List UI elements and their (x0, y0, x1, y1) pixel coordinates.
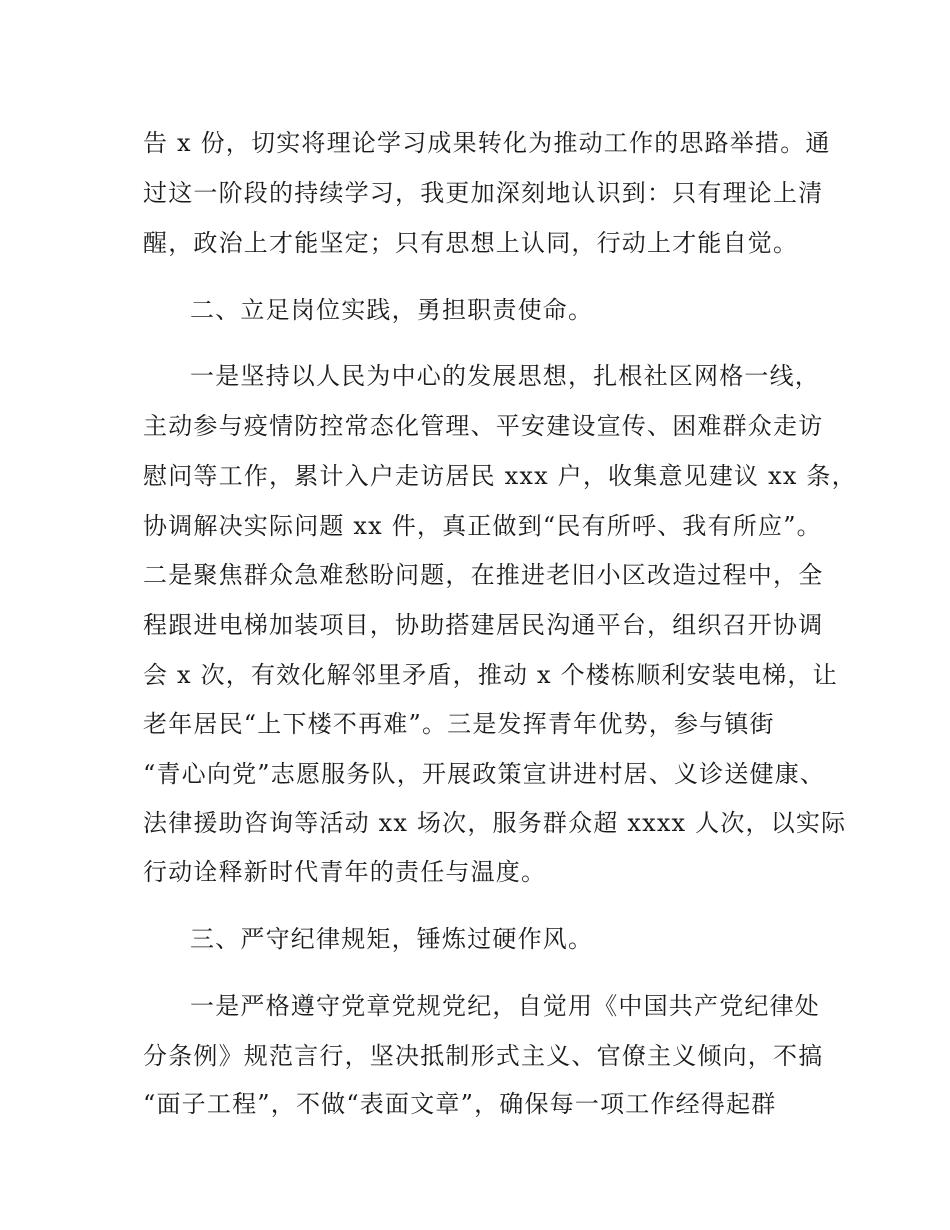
paragraph-line: 分条例》规范言行，坚决抵制形式主义、官僚主义倾向，不搞 (143, 1042, 824, 1070)
paragraph-line: “面子工程”，不做“表面文章”，确保每一项工作经得起群 (143, 1090, 777, 1118)
paragraph-line: 一是坚持以人民为中心的发展思想，扎根社区网格一线， (190, 362, 820, 390)
paragraph-line: 告 x 份，切实将理论学习成果转化为推动工作的思路举措。通 (143, 129, 831, 157)
paragraph-line: 程跟进电梯加装项目，协助搭建居民沟通平台，组织召开协调 (143, 611, 824, 639)
section-heading: 三、严守纪律规矩，锤炼过硬作风。 (190, 925, 594, 953)
paragraph-line: 行动诠释新时代青年的责任与温度。 (143, 858, 547, 886)
paragraph-line: 醒，政治上才能坚定；只有思想上认同，行动上才能自觉。 (143, 229, 799, 257)
paragraph-line: 主动参与疫情防控常态化管理、平安建设宣传、困难群众走访 (143, 412, 824, 440)
paragraph-line: 老年居民“上下楼不再难”。三是发挥青年优势，参与镇街 (143, 710, 775, 738)
paragraph-line: 一是严格遵守党章党规党纪，自觉用《中国共产党纪律处 (190, 992, 820, 1020)
section-heading: 二、立足岗位实践，勇担职责使命。 (190, 296, 594, 324)
paragraph-line: 二是聚焦群众急难愁盼问题，在推进老旧小区改造过程中，全 (143, 561, 824, 589)
paragraph-line: 过这一阶段的持续学习，我更加深刻地认识到：只有理论上清 (143, 179, 824, 207)
paragraph-line: 会 x 次，有效化解邻里矛盾，推动 x 个楼栋顺利安装电梯，让 (143, 661, 838, 689)
paragraph-line: “青心向党”志愿服务队，开展政策宣讲进村居、义诊送健康、 (143, 760, 826, 788)
paragraph-line: 慰问等工作，累计入户走访居民 xxx 户，收集意见建议 xx 条， (143, 462, 857, 490)
paragraph-line: 法律援助咨询等活动 xx 场次，服务群众超 xxxx 人次，以实际 (143, 809, 847, 837)
paragraph-line: 协调解决实际问题 xx 件，真正做到“民有所呼、我有所应”。 (143, 512, 822, 540)
